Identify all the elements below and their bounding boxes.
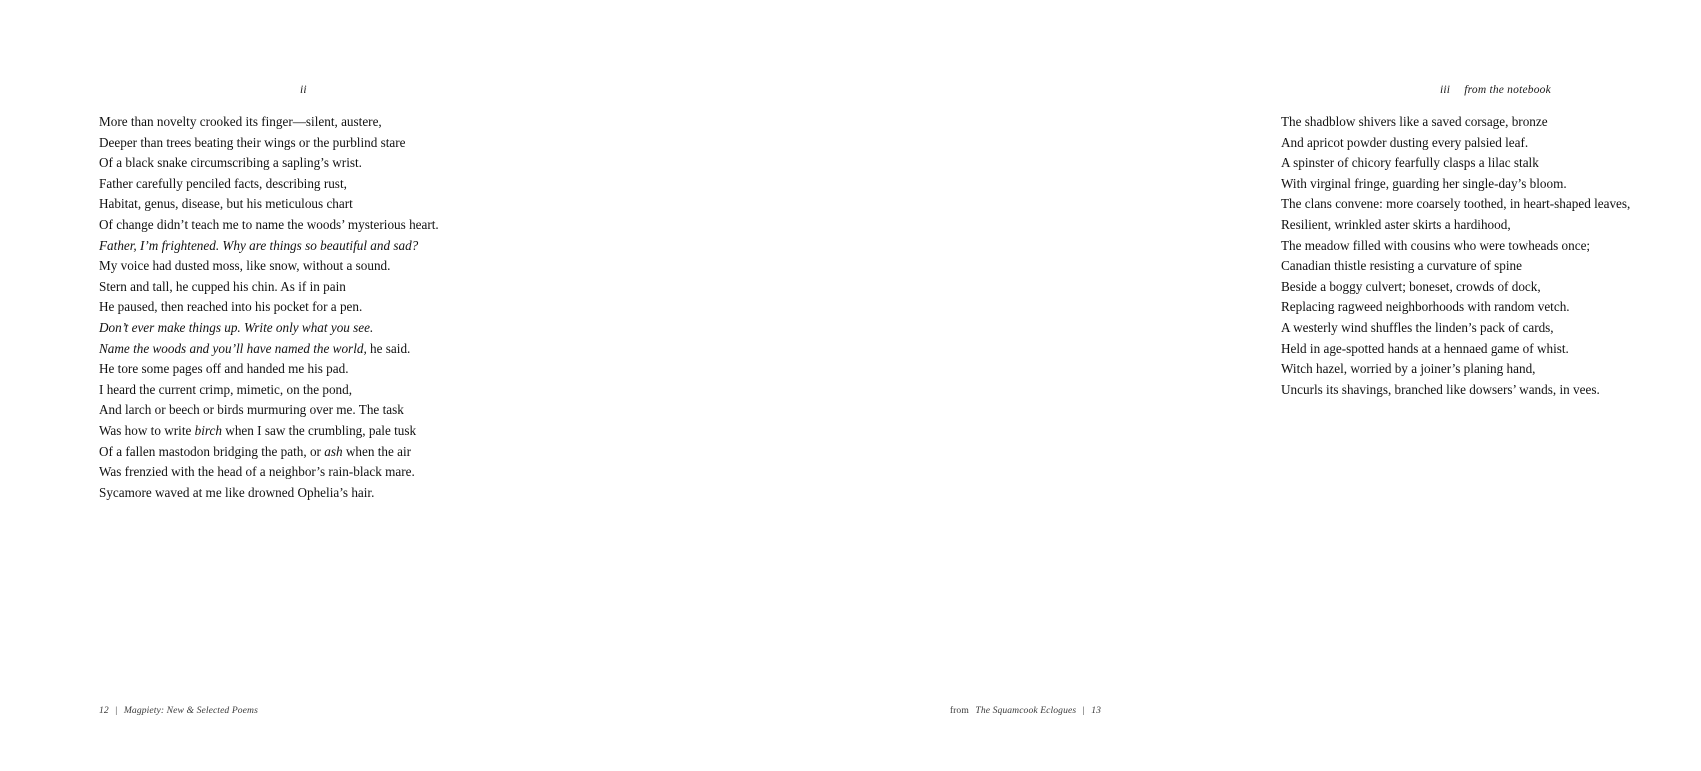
section-heading-right: [1440, 84, 1551, 96]
poem-text: he said.: [366, 340, 411, 356]
poem-line: [99, 339, 519, 360]
poem-line: [99, 421, 519, 442]
poem-line: My voice had dusted moss, like snow, without a sound.: [99, 258, 391, 274]
poem-line: Canadian thistle resisting a curvature of spine: [1281, 258, 1522, 274]
poem-line: I heard the current crimp, mimetic, on the pond,: [99, 381, 353, 397]
poem-line: A westerly wind shuffles the linden’s pack of cards,: [1281, 319, 1554, 335]
poem-line: Uncurls its shavings, branched like dowsers’ wands, in vees.: [1281, 381, 1600, 397]
poem-line: The meadow filled with cousins who were towheads once;: [1281, 237, 1591, 253]
poem-line: A spinster of chicory fearfully clasps a lilac stalk: [1281, 155, 1539, 171]
poem-line: Deeper than trees beating their wings or the purblind stare: [99, 134, 406, 150]
poem-line: Habitat, genus, disease, but his meticulous chart: [99, 196, 353, 212]
folio-page-number-right: 13: [1091, 705, 1101, 716]
page-left: [0, 0, 600, 771]
section-numeral-right: iii: [1440, 84, 1451, 96]
poem-line: He paused, then reached into his pocket for a pen.: [99, 299, 363, 315]
poem-text: Was how to write: [99, 422, 195, 438]
poem-line: Of change didn’t teach me to name the woods’ mysterious heart.: [99, 216, 439, 232]
section-numeral-left: ii: [300, 84, 307, 96]
poem-line: And apricot powder dusting every palsied leaf.: [1281, 134, 1529, 150]
poem-text: Of a fallen mastodon bridging the path, or: [99, 443, 325, 459]
poem-line: Sycamore waved at me like drowned Ophelia’s hair.: [99, 484, 375, 500]
poem-line: Don’t ever make things up. Write only what you see.: [99, 319, 374, 335]
poem-line: The shadblow shivers like a saved corsage, bronze: [1281, 114, 1548, 129]
poem-line: Replacing ragweed neighborhoods with random vetch.: [1281, 299, 1570, 315]
page-right: [600, 0, 1631, 771]
poem-line: Beside a boggy culvert; boneset, crowds of dock,: [1281, 278, 1541, 294]
poem-body-left: [99, 112, 519, 503]
poem-line: Of a black snake circumscribing a sapling’s wrist.: [99, 155, 362, 171]
poem-body-right: [1281, 112, 1701, 400]
folio-book-title: Magpiety: New & Selected Poems: [123, 705, 258, 716]
poem-line: [99, 442, 519, 463]
section-heading-left: [300, 84, 307, 96]
section-note-right: from the notebook: [1464, 84, 1551, 96]
poem-line: Father carefully penciled facts, describing rust,: [99, 175, 347, 191]
poem-line: Witch hazel, worried by a joiner’s planing hand,: [1281, 361, 1536, 377]
folio-right: [950, 705, 1101, 716]
poem-line: Father, I’m frightened. Why are things so beautiful and sad?: [99, 237, 419, 253]
poem-line: Resilient, wrinkled aster skirts a hardihood,: [1281, 216, 1511, 232]
poem-line: And larch or beech or birds murmuring over me. The task: [99, 402, 404, 418]
poem-line: The clans convene: more coarsely toothed, in heart-shaped leaves,: [1281, 196, 1631, 212]
poem-text: when I saw the crumbling, pale tusk: [222, 422, 417, 438]
folio-page-number-left: 12: [99, 705, 109, 716]
folio-poem-title: The Squam​cook Eclogues: [975, 705, 1077, 716]
folio-from-label: from: [949, 705, 969, 716]
poem-line: More than novelty crooked its finger—silent, austere,: [99, 114, 382, 129]
poem-text-italic: Name the woods and you’ll have named the world,: [99, 340, 367, 356]
poem-word-italic: birch: [194, 422, 222, 438]
poem-line: With virginal fringe, guarding her single-day’s bloom.: [1281, 175, 1567, 191]
folio-separator-right: |: [1082, 705, 1085, 716]
poem-line: Stern and tall, he cupped his chin. As if in pain: [99, 278, 346, 294]
poem-line: He tore some pages off and handed me his pad.: [99, 361, 349, 377]
poem-line: Was frenzied with the head of a neighbor’s rain-black mare.: [99, 464, 415, 480]
poem-word-italic: ash: [324, 443, 343, 459]
folio-left: [99, 705, 258, 716]
folio-separator-left: |: [115, 705, 118, 716]
poem-text: when the air: [342, 443, 412, 459]
poem-line: Held in age-spotted hands at a hennaed game of whist.: [1281, 340, 1569, 356]
